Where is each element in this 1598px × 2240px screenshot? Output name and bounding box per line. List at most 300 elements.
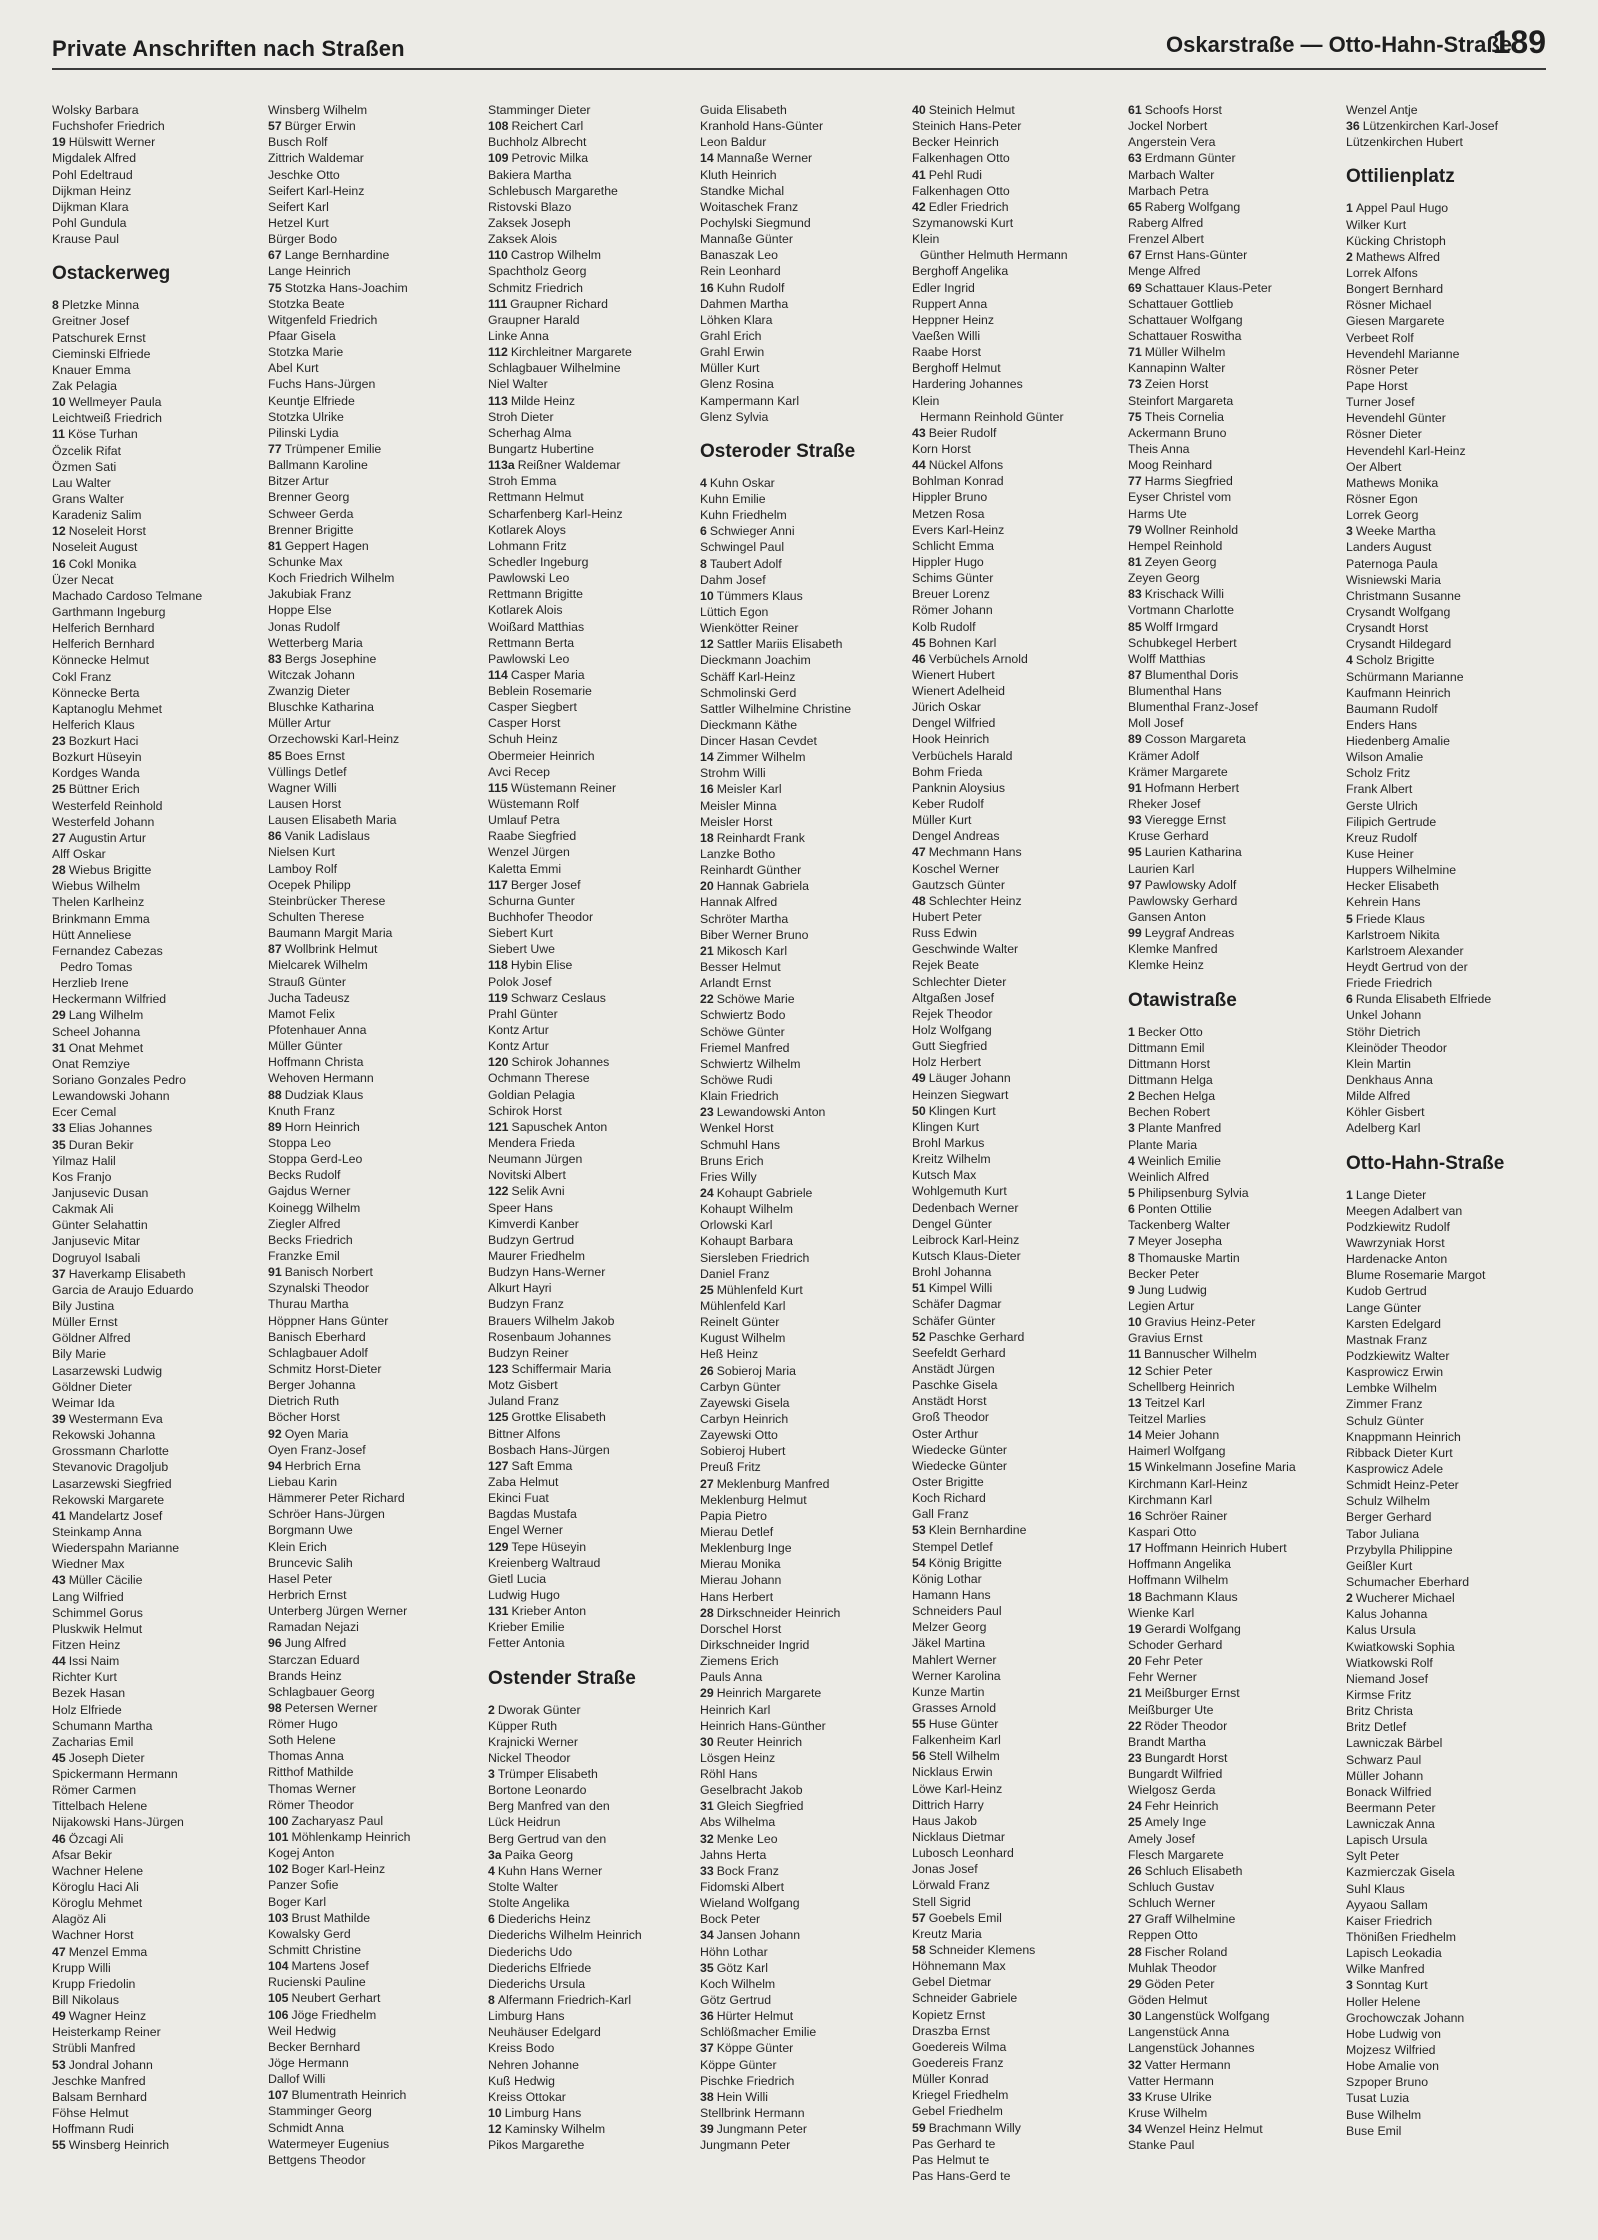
resident-entry <box>268 199 468 215</box>
resident-entry <box>52 410 252 426</box>
resident-name: Pas Hans-Gerd te <box>912 2169 1011 2183</box>
resident-name: Nicklaus Dietmar <box>912 1830 1005 1845</box>
resident-entry <box>912 457 1112 473</box>
resident-name: Weeke Martha <box>1355 524 1436 539</box>
resident-entry <box>1128 1734 1328 1750</box>
resident-name: Korn Horst <box>912 441 971 456</box>
resident-entry <box>268 1635 468 1651</box>
resident-name: Orlowski Karl <box>700 1218 773 1233</box>
resident-name: Schubkegel Herbert <box>1128 635 1237 650</box>
house-number: 103 <box>268 1910 289 1925</box>
resident-name: Schoder Gerhard <box>1128 1637 1223 1652</box>
resident-name: Becks Friedrich <box>268 1232 353 1247</box>
resident-entry <box>1346 781 1546 797</box>
street-heading: Otto-Hahn-Straße <box>1346 1152 1505 1174</box>
resident-name: Buchholz Albrecht <box>488 135 587 150</box>
resident-name: Erdmann Günter <box>1144 151 1236 166</box>
resident-name: Jonas Rudolf <box>268 619 340 634</box>
resident-entry <box>912 1635 1112 1651</box>
resident-entry <box>1346 1007 1546 1023</box>
resident-entry <box>912 715 1112 731</box>
resident-name: Falkenhagen Otto <box>912 183 1010 198</box>
resident-name: Zaksek Joseph <box>488 215 571 230</box>
resident-name: Dengel Andreas <box>912 829 1000 844</box>
resident-name: Schattauer Roswitha <box>1128 328 1242 343</box>
resident-entry <box>52 830 252 846</box>
resident-name: Knuth Franz <box>268 1103 335 1118</box>
resident-name: Kaptanoglu Mehmet <box>52 701 163 716</box>
resident-entry <box>1346 313 1546 329</box>
resident-name: Schäff Karl-Heinz <box>700 669 796 684</box>
resident-entry <box>912 215 1112 231</box>
house-number: 129 <box>488 1539 509 1554</box>
resident-name: Röder Theodor <box>1144 1718 1228 1733</box>
resident-entry <box>268 2055 468 2071</box>
resident-entry <box>1128 1540 1328 1556</box>
resident-name: Petersen Werner <box>284 1700 378 1715</box>
resident-name: Onat Mehmet <box>68 1040 144 1055</box>
house-number: 19 <box>52 135 66 150</box>
resident-name: Hempel Reinhold <box>1128 538 1223 553</box>
resident-entry <box>700 846 900 862</box>
resident-name: Vortmann Charlotte <box>1128 603 1234 618</box>
resident-entry <box>488 1587 688 1603</box>
resident-entry <box>52 862 252 878</box>
resident-name: Verbüchels Arnold <box>928 651 1028 666</box>
resident-name: Schneider Gabriele <box>912 1991 1018 2006</box>
resident-entry <box>268 2023 468 2039</box>
resident-name: Dittrich Harry <box>912 1797 984 1812</box>
resident-name: Hevendehl Karl-Heinz <box>1346 443 1466 458</box>
resident-entry <box>268 925 468 941</box>
resident-entry <box>912 1232 1112 1248</box>
resident-name: Koschel Werner <box>912 861 1000 876</box>
resident-entry <box>912 990 1112 1006</box>
resident-name: Schlebusch Margarethe <box>488 183 618 198</box>
resident-name: Engel Werner <box>488 1523 563 1538</box>
resident-entry <box>268 1022 468 1038</box>
resident-name: Wawrzyniak Horst <box>1346 1236 1445 1250</box>
resident-name: Seefeldt Gerhard <box>912 1345 1006 1360</box>
house-number: 10 <box>52 395 66 410</box>
resident-name: Edler Ingrid <box>912 280 975 295</box>
house-number: 98 <box>268 1700 282 1715</box>
resident-name: Novitski Albert <box>488 1168 566 1183</box>
resident-entry <box>488 1458 688 1474</box>
resident-entry <box>700 1589 900 1605</box>
resident-name: Niel Walter <box>488 377 548 392</box>
resident-name: Pedro Tomas <box>60 960 133 975</box>
resident-name: Casper Siegbert <box>488 700 577 715</box>
resident-name: Römer Hugo <box>268 1717 338 1732</box>
resident-name: Hardenacke Anton <box>1346 1252 1448 1267</box>
resident-entry <box>912 522 1112 538</box>
resident-entry <box>488 2089 688 2105</box>
resident-name: Graupner Harald <box>488 312 580 327</box>
resident-entry <box>912 1103 1112 1119</box>
resident-name: Wenzel Jürgen <box>488 845 570 860</box>
resident-name: Ziemens Erich <box>700 1654 779 1669</box>
resident-name: Frank Albert <box>1346 782 1413 797</box>
resident-name: Bagdas Mustafa <box>488 1507 577 1522</box>
resident-entry <box>52 781 252 797</box>
resident-name: Kordges Wanda <box>52 766 140 781</box>
resident-name: Dincer Hasan Cevdet <box>700 734 817 749</box>
resident-entry <box>52 701 252 717</box>
house-number: 5 <box>1346 911 1353 926</box>
resident-name: Richter Kurt <box>52 1670 117 1685</box>
resident-entry <box>700 215 900 231</box>
resident-entry <box>488 731 688 747</box>
resident-entry <box>488 780 688 796</box>
house-number: 114 <box>488 667 508 682</box>
house-number: 10 <box>700 588 714 603</box>
resident-entry <box>268 1877 468 1893</box>
resident-name: Thomas Werner <box>268 1781 356 1796</box>
resident-entry <box>1128 844 1328 860</box>
resident-entry <box>268 1264 468 1280</box>
resident-entry <box>52 1314 252 1330</box>
resident-name: Sobieroj Maria <box>716 1363 796 1378</box>
resident-name: Becker Peter <box>1128 1266 1200 1281</box>
resident-entry <box>52 1201 252 1217</box>
resident-name: Cokl Franz <box>52 669 112 684</box>
resident-name: Kalus Johanna <box>1346 1607 1428 1622</box>
resident-name: Heinrich Hans-Günther <box>700 1718 826 1733</box>
resident-name: Keber Rudolf <box>912 797 984 812</box>
resident-entry <box>1346 588 1546 604</box>
resident-entry <box>1128 1605 1328 1621</box>
resident-entry <box>268 1603 468 1619</box>
resident-entry <box>268 2007 468 2023</box>
resident-entry <box>1128 683 1328 699</box>
resident-entry <box>268 1700 468 1716</box>
resident-entry <box>52 1040 252 1056</box>
resident-entry <box>268 1313 468 1329</box>
resident-name: Woißard Matthias <box>488 619 585 634</box>
resident-entry <box>912 312 1112 328</box>
resident-entry <box>700 263 900 279</box>
resident-name: Schlicht Emma <box>912 538 995 553</box>
resident-name: Heß Heinz <box>700 1347 759 1362</box>
resident-entry <box>912 360 1112 376</box>
resident-name: Marbach Petra <box>1128 183 1209 198</box>
resident-name: Lohmann Fritz <box>488 538 567 553</box>
resident-name: Hardering Johannes <box>912 377 1023 392</box>
resident-entry <box>488 1490 688 1506</box>
resident-name: Evers Karl-Heinz <box>912 522 1005 537</box>
resident-name: Lubosch Leonhard <box>912 1846 1014 1861</box>
house-number: 42 <box>912 199 926 214</box>
resident-name: Müller Kurt <box>912 813 972 828</box>
resident-entry <box>268 1232 468 1248</box>
resident-entry <box>1128 538 1328 554</box>
resident-name: Bohnen Karl <box>928 635 997 650</box>
resident-name: Kohaupt Gabriele <box>716 1186 813 1200</box>
resident-entry <box>268 893 468 909</box>
resident-name: Gajdus Werner <box>268 1184 351 1199</box>
resident-entry <box>488 2008 688 2024</box>
house-number: 34 <box>1128 2122 1142 2137</box>
resident-entry <box>1346 1429 1546 1445</box>
resident-entry <box>488 828 688 844</box>
resident-name: Kannapinn Walter <box>1128 361 1226 376</box>
resident-name: Mikosch Karl <box>716 943 788 958</box>
resident-entry <box>268 1652 468 1668</box>
resident-entry <box>488 183 688 199</box>
resident-name: Küpper Ruth <box>488 1718 558 1733</box>
resident-name: Kreiss Bodo <box>488 2041 555 2056</box>
resident-entry <box>1346 975 1546 991</box>
resident-entry <box>1128 1040 1328 1056</box>
resident-name: Borgmann Uwe <box>268 1523 353 1538</box>
resident-name: Dedenbach Werner <box>912 1200 1019 1215</box>
resident-name: Draszba Ernst <box>912 2023 990 2038</box>
resident-entry <box>52 2121 252 2137</box>
resident-entry <box>912 1409 1112 1425</box>
resident-entry <box>52 394 252 410</box>
resident-name: Ekinci Fuat <box>488 1491 549 1506</box>
resident-name: Oer Albert <box>1346 459 1402 474</box>
resident-entry <box>700 1492 900 1508</box>
resident-entry <box>268 1748 468 1764</box>
resident-name: Schedler Ingeburg <box>488 554 589 569</box>
resident-name: Heckermann Wilfried <box>52 992 167 1007</box>
resident-entry <box>700 1217 900 1233</box>
house-number: 77 <box>268 441 282 456</box>
resident-name: Brandt Martha <box>1128 1734 1206 1749</box>
resident-name: Weil Hedwig <box>268 2023 337 2038</box>
resident-name: Kuhn Friedhelm <box>700 508 787 523</box>
resident-name: Jürich Oskar <box>912 700 982 715</box>
resident-name: Mühlenfeld Kurt <box>716 1282 803 1297</box>
resident-entry <box>268 1587 468 1603</box>
resident-entry <box>1346 685 1546 701</box>
resident-entry <box>700 2008 900 2024</box>
resident-name: Vaeßen Willi <box>912 328 981 343</box>
resident-entry <box>1128 1153 1328 1169</box>
house-number: 14 <box>700 151 714 166</box>
resident-entry <box>52 975 252 991</box>
resident-entry <box>488 651 688 667</box>
resident-name: Stamminger Dieter <box>488 103 591 117</box>
resident-entry <box>1346 1040 1546 1056</box>
resident-name: Gansen Anton <box>1128 910 1206 925</box>
resident-entry <box>1128 280 1328 296</box>
resident-name: Ernst Hans-Günter <box>1144 248 1248 263</box>
resident-entry <box>1346 1267 1546 1283</box>
resident-name: Klemke Heinz <box>1128 958 1204 973</box>
resident-name: Alagöz Ali <box>52 1912 107 1927</box>
resident-entry <box>700 2089 900 2105</box>
resident-name: Kutsch Max <box>912 1168 977 1183</box>
resident-name: Vatter Hermann <box>1144 2057 1231 2072</box>
house-number: 16 <box>700 280 714 295</box>
resident-name: Gutt Siegfried <box>912 1039 988 1054</box>
resident-name: Limburg Hans <box>488 2009 565 2024</box>
house-number: 48 <box>912 893 926 908</box>
resident-entry <box>700 231 900 247</box>
resident-entry <box>488 1200 688 1216</box>
resident-entry <box>700 556 900 572</box>
resident-name: Saft Emma <box>511 1458 573 1473</box>
resident-name: Dahm Josef <box>700 572 766 587</box>
resident-entry <box>700 975 900 991</box>
resident-name: Issi Naim <box>68 1654 120 1669</box>
resident-entry <box>912 1603 1112 1619</box>
resident-entry <box>1128 1702 1328 1718</box>
resident-name: Hämmerer Peter Richard <box>268 1491 405 1506</box>
resident-name: Schweer Gerda <box>268 506 354 521</box>
resident-entry <box>1346 798 1546 814</box>
house-number: 35 <box>52 1137 66 1152</box>
house-number: 6 <box>700 524 707 539</box>
resident-entry <box>1346 2010 1546 2026</box>
resident-entry <box>700 1879 900 1895</box>
resident-entry <box>1346 2042 1546 2058</box>
resident-name: Strohm Willi <box>700 766 766 781</box>
resident-entry <box>912 877 1112 893</box>
resident-name: Beblein Rosemarie <box>488 684 592 699</box>
resident-name: Mielcarek Wilhelm <box>268 958 368 973</box>
resident-entry <box>268 974 468 990</box>
resident-entry <box>1346 1072 1546 1088</box>
resident-entry <box>268 877 468 893</box>
resident-entry <box>52 814 252 830</box>
resident-entry <box>912 861 1112 877</box>
resident-name: Cakmak Ali <box>52 1202 114 1217</box>
resident-name: Hamann Hans <box>912 1587 991 1602</box>
resident-entry <box>1128 1863 1328 1879</box>
resident-name: Klingen Kurt <box>912 1119 979 1134</box>
resident-name: Spickermann Hermann <box>52 1767 178 1782</box>
resident-entry <box>488 909 688 925</box>
resident-entry <box>1346 249 1546 265</box>
resident-entry <box>700 1298 900 1314</box>
resident-entry <box>268 1070 468 1086</box>
resident-name: Wenzel Antje <box>1346 103 1418 117</box>
resident-name: Geselbracht Jakob <box>700 1783 803 1798</box>
directory-column <box>488 102 688 2153</box>
resident-entry <box>700 652 900 668</box>
resident-entry <box>912 2087 1112 2103</box>
resident-name: Huse Günter <box>928 1717 999 1732</box>
resident-entry <box>488 1814 688 1830</box>
resident-entry <box>700 1346 900 1362</box>
resident-name: Noseleit Horst <box>68 524 146 539</box>
resident-entry <box>912 586 1112 602</box>
resident-name: Kowalsky Gerd <box>268 1926 351 1941</box>
resident-name: Krämer Margarete <box>1128 764 1228 779</box>
resident-name: Zeyen Georg <box>1128 571 1200 586</box>
house-number: 5 <box>1128 1186 1135 1200</box>
resident-entry <box>488 473 688 489</box>
resident-name: Jucha Tadeusz <box>268 990 350 1005</box>
resident-name: Nielsen Kurt <box>268 845 335 860</box>
resident-name: Buchhofer Theodor <box>488 910 594 925</box>
resident-entry <box>700 1766 900 1782</box>
resident-entry <box>488 957 688 973</box>
resident-name: Köppe Günter <box>716 2041 794 2056</box>
resident-entry <box>52 846 252 862</box>
resident-entry <box>912 2039 1112 2055</box>
resident-name: Kontz Artur <box>488 1023 549 1038</box>
resident-entry <box>912 2152 1112 2168</box>
resident-entry <box>912 1200 1112 1216</box>
resident-entry <box>700 280 900 296</box>
resident-name: Schürmann Marianne <box>1346 669 1464 684</box>
resident-entry <box>268 683 468 699</box>
resident-entry <box>1128 619 1328 635</box>
resident-entry <box>912 1167 1112 1183</box>
resident-name: Thomas Anna <box>268 1749 344 1764</box>
resident-entry <box>1346 1848 1546 1864</box>
resident-entry <box>1346 991 1546 1007</box>
resident-entry <box>52 346 252 362</box>
resident-name: Runda Elisabeth Elfriede <box>1355 992 1492 1007</box>
resident-entry <box>1346 1945 1546 1961</box>
house-number: 77 <box>1128 474 1142 489</box>
resident-name: Avci Recep <box>488 764 550 779</box>
house-number: 14 <box>1128 1428 1142 1443</box>
resident-entry <box>1128 2073 1328 2089</box>
directory-column <box>700 102 900 2153</box>
resident-name: Milde Heinz <box>510 393 576 408</box>
resident-name: Göldner Alfred <box>52 1331 131 1346</box>
resident-entry <box>912 506 1112 522</box>
house-number: 47 <box>912 845 926 860</box>
resident-entry <box>912 1764 1112 1780</box>
resident-entry <box>1128 861 1328 877</box>
resident-name: Schröer Rainer <box>1144 1508 1228 1523</box>
resident-name: Helferich Bernhard <box>52 637 155 652</box>
house-number: 91 <box>1128 780 1142 795</box>
resident-entry <box>912 602 1112 618</box>
resident-name: Angerstein Vera <box>1128 135 1216 150</box>
resident-entry <box>700 959 900 975</box>
resident-entry <box>700 1621 900 1637</box>
resident-name: Ponten Ottilie <box>1137 1202 1212 1217</box>
resident-name: Heinzen Siegwart <box>912 1087 1009 1102</box>
resident-entry <box>488 683 688 699</box>
house-number: 2 <box>488 1702 495 1717</box>
resident-entry <box>488 1702 688 1718</box>
resident-name: Bock Peter <box>700 1912 761 1927</box>
resident-name: Klain Friedrich <box>700 1089 779 1104</box>
resident-name: Tackenberg Walter <box>1128 1218 1231 1233</box>
resident-name: Hubert Peter <box>912 910 982 925</box>
resident-name: Schlechter Heinz <box>928 893 1022 908</box>
house-number: 106 <box>268 2007 289 2022</box>
resident-entry <box>912 1248 1112 1264</box>
resident-entry <box>1346 1590 1546 1606</box>
resident-entry <box>52 313 252 329</box>
resident-entry <box>912 2023 1112 2039</box>
resident-name: Kruse Gerhard <box>1128 829 1209 844</box>
resident-entry <box>52 685 252 701</box>
resident-entry <box>912 1716 1112 1732</box>
resident-entry <box>912 296 1112 312</box>
resident-name: Taubert Adolf <box>709 556 782 571</box>
resident-entry <box>268 231 468 247</box>
resident-entry <box>1128 957 1328 973</box>
resident-entry <box>52 1492 252 1508</box>
resident-name: Bily Justina <box>52 1298 115 1313</box>
resident-entry <box>268 1296 468 1312</box>
resident-entry <box>268 1942 468 1958</box>
house-number: 87 <box>1128 667 1142 682</box>
resident-entry <box>488 425 688 441</box>
